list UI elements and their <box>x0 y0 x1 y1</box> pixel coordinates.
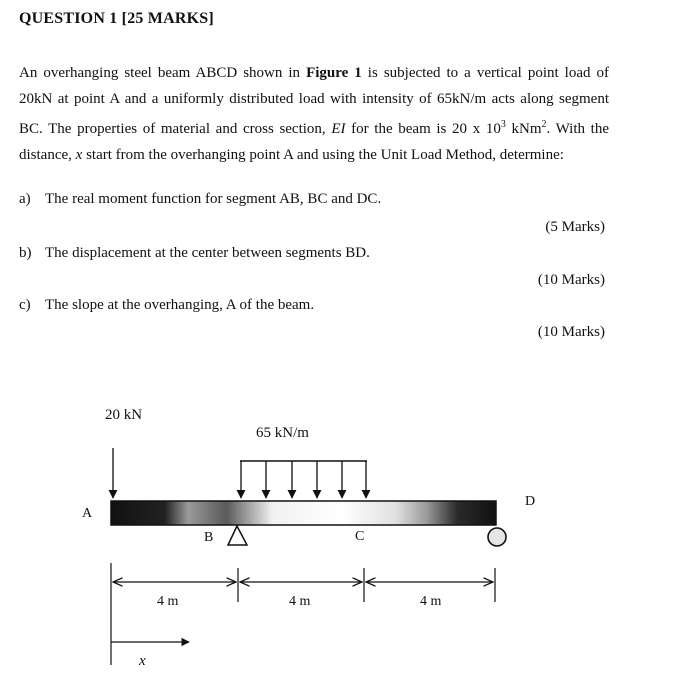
span-cd-label: 4 m <box>420 594 442 609</box>
beam <box>111 501 496 525</box>
part-a-marks: (5 Marks) <box>545 219 605 235</box>
part-b-text: The displacement at the center between segments BD. <box>45 245 370 261</box>
part-a-label: a) <box>19 191 31 207</box>
udl-label: 65 kN/m <box>256 425 309 441</box>
part-c <box>19 297 314 314</box>
x-variable-label: x <box>139 653 146 669</box>
part-a-text: The real moment function for segment AB, BC and DC. <box>45 191 382 207</box>
roller-support-d <box>488 528 506 546</box>
question-title: QUESTION 1 [25 MARKS] <box>19 10 214 27</box>
label-d: D <box>525 494 536 509</box>
question-intro: An overhanging steel beam ABCD shown in Figure 1 is subjected to a vertical point load of 20kN at point A and a uniformly distributed load with intensity of 65kN/m acts along segment BC. The properties of material and cross section, EI for the beam is 20 x $10^3$ kNm$^2$. With the distance, x start from the overhanging point A and using the Unit Load Method, determine: <box>19 65 609 163</box>
part-b <box>19 245 370 262</box>
label-a: A <box>82 506 93 521</box>
dimension-lines <box>111 563 495 665</box>
part-b-label: b) <box>19 245 32 261</box>
part-c-label: c) <box>19 297 31 313</box>
part-a <box>19 191 381 208</box>
beam-figure <box>0 380 677 700</box>
part-b-marks: (10 Marks) <box>537 272 605 288</box>
pin-support-b <box>228 526 247 545</box>
part-c-marks: (10 Marks) <box>537 324 605 340</box>
label-c: C <box>355 529 365 544</box>
part-c-text: The slope at the overhanging, A of the beam. <box>45 297 315 313</box>
point-load-label: 20 kN <box>105 407 143 423</box>
label-b: B <box>204 530 214 545</box>
span-ab-label: 4 m <box>157 594 179 609</box>
figure-reference: Figure 1 <box>306 65 362 81</box>
udl-arrows <box>240 461 367 498</box>
span-bc-label: 4 m <box>289 594 311 609</box>
